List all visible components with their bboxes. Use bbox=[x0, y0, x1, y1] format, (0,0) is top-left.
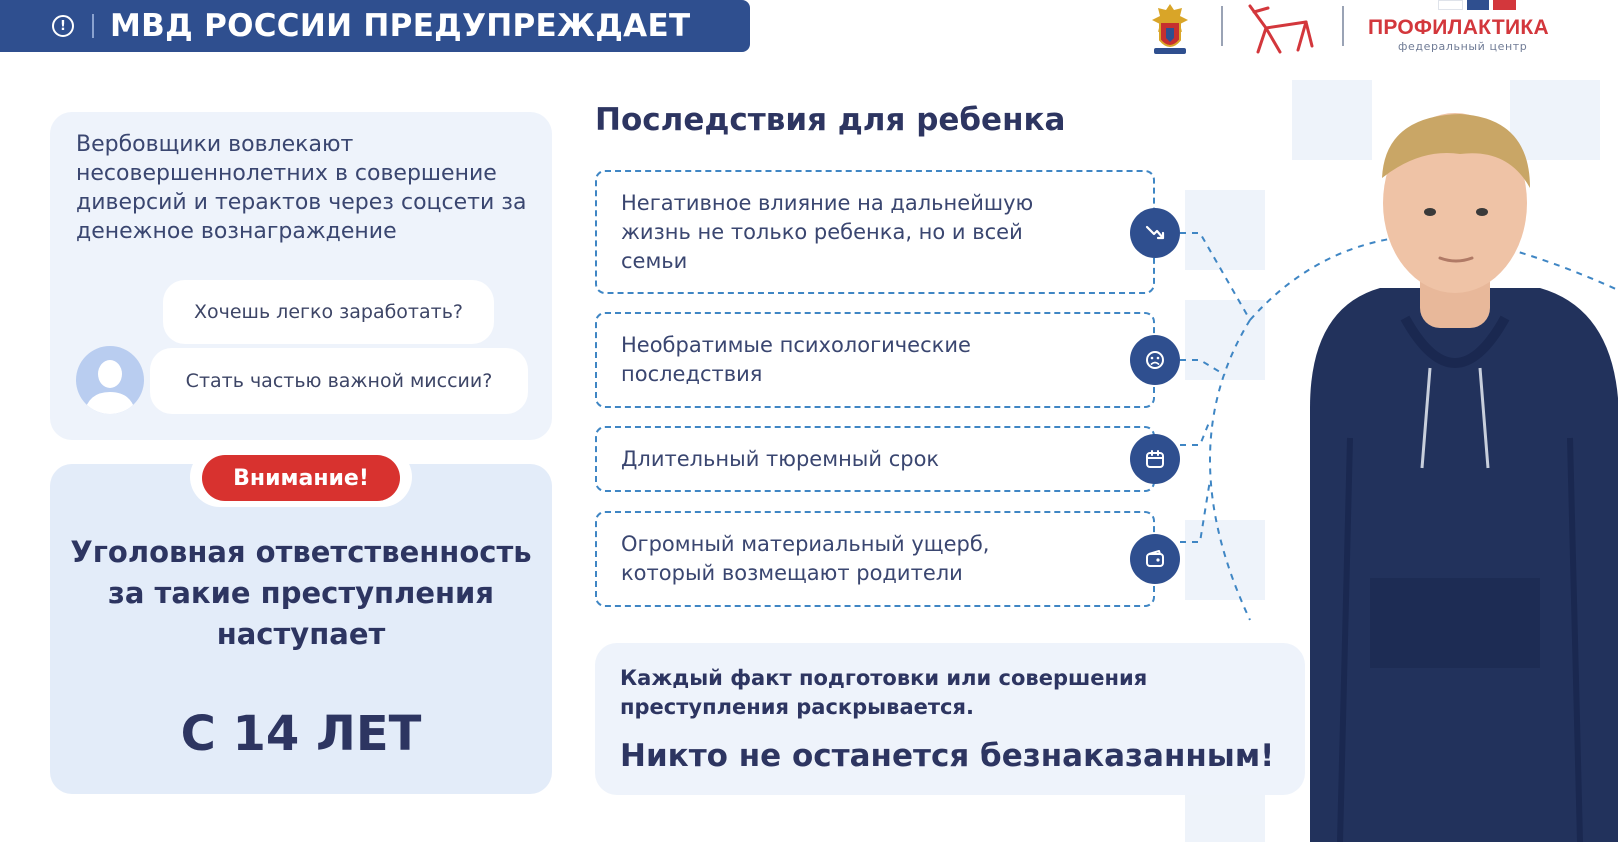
recruit-intro: Вербовщики вовлекают несовершеннолетних в совершение диверсий и терактов через соцсети за денежное вознаграждение bbox=[76, 132, 527, 244]
consequence-text: Негативное влияние на дальнейшую жизнь не только ребенка, но и всей семьи bbox=[621, 190, 1034, 273]
consequence-card bbox=[595, 170, 1155, 294]
wallet-icon bbox=[1130, 534, 1180, 584]
chair-logo-icon bbox=[1246, 2, 1316, 54]
profilaktika-logo-subtitle: федеральный центр bbox=[1398, 40, 1528, 53]
consequence-card bbox=[595, 426, 1155, 492]
consequence-text: Огромный материальный ущерб, который возмещают родители bbox=[621, 532, 990, 585]
consequences-title: Последствия для ребенка bbox=[595, 102, 1066, 138]
liability-age: С 14 ЛЕТ bbox=[180, 706, 422, 762]
fact-text: Каждый факт подготовки или совершения преступления раскрывается. bbox=[620, 666, 1148, 719]
header-banner bbox=[0, 0, 750, 52]
user-silhouette-icon bbox=[76, 346, 144, 414]
logo-divider bbox=[1342, 6, 1344, 46]
avatar bbox=[76, 346, 144, 414]
mvd-emblem-icon bbox=[1148, 2, 1192, 58]
consequence-card bbox=[595, 511, 1155, 607]
chat-bubble: Стать частью важной миссии? bbox=[150, 348, 528, 414]
header-divider bbox=[92, 14, 94, 38]
tricolor-bars bbox=[1438, 0, 1516, 10]
header-title: МВД РОССИИ ПРЕДУПРЕЖДАЕТ bbox=[110, 8, 691, 44]
calendar-icon bbox=[1130, 434, 1180, 484]
logo-divider bbox=[1221, 6, 1223, 46]
profilaktika-logo-title: ПРОФИЛАКТИКА bbox=[1368, 16, 1549, 39]
consequence-card bbox=[595, 312, 1155, 408]
punishment-text: Никто не останется безнаказанным! bbox=[620, 738, 1275, 774]
exclamation-circle-icon: ! bbox=[52, 15, 74, 37]
chat-bubble: Хочешь легко заработать? bbox=[163, 280, 494, 344]
teen-portrait-image bbox=[1290, 108, 1618, 842]
consequence-text: Длительный тюремный срок bbox=[621, 446, 940, 471]
trend-down-icon bbox=[1130, 208, 1180, 258]
sad-face-icon bbox=[1130, 335, 1180, 385]
consequence-text: Необратимые психологические последствия bbox=[621, 333, 971, 386]
attention-badge: Внимание! bbox=[202, 455, 400, 501]
liability-text: Уголовная ответственность за такие преступления наступает bbox=[70, 535, 532, 651]
